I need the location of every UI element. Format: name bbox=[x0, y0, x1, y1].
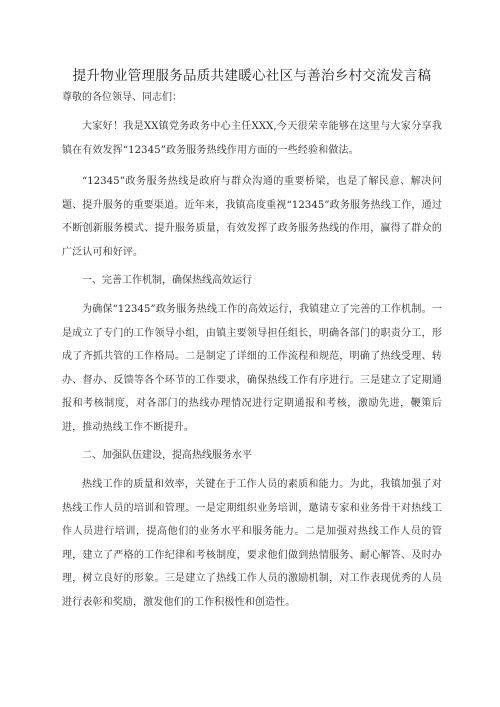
section-body-1: 为确保“12345”政务服务热线工作的高效运行，我镇建立了完善的工作机制。一是成立了专门的工作领导小组，由镇主要领导担任组长，明确各部门的职责分工，形成了齐抓共管的工作格局。二是制定了详细的工作流程和规范，明确了热线受理、转办、督办、反馈等各个环节的工作要求，确保热线工作有序进行。三是建立了定期通报和考核制度，对各部门的热线办理情况进行定期通报和考核，激励先进，鞭策后进，推动热线工作不断提升。 bbox=[62, 304, 442, 433]
section-heading-2: 二、加强队伍建设，提高热线服务水平 bbox=[82, 450, 252, 461]
intro-paragraph-2: “12345”政务服务热线是政府与群众沟通的重要桥梁，也是了解民意、解决问题、提升服务的重要渠道。近年来，我镇高度重视“12345”政务服务热线工作，通过不断创新服务模式、提升服务质量，有效发挥了政务服务热线的作用，赢得了群众的广泛认可和好评。 bbox=[62, 176, 442, 258]
document-title: 提升物业管理服务品质共建暖心社区与善治乡村交流发言稿 bbox=[72, 68, 432, 84]
section-heading-1: 一、完善工作机制，确保热线高效运行 bbox=[82, 275, 252, 286]
salutation: 尊敬的各位领导、同志们： bbox=[62, 92, 182, 103]
section-body-2: 热线工作的质量和效率，关键在于工作人员的素质和能力。为此，我镇加强了对热线工作人员的培训和管理。一是定期组织业务培训，邀请专家和业务骨干对热线工作人员进行培训，提高他们的业务水平和服务能力。二是加强对热线工作人员的管理，建立了严格的工作纪律和考核制度，要求他们做到热情服务、耐心解答、及时办理，树立良好的形象。三是建立了热线工作人员的激励机制，对工作表现优秀的人员进行表彰和奖励，激发他们的工作积极性和创造性。 bbox=[62, 479, 442, 608]
intro-paragraph-1: 大家好！我是XX镇党务政务中心主任XXX,今天很荣幸能够在这里与大家分享我镇在有效发挥“12345”政务服务热线作用方面的一些经验和做法。 bbox=[62, 121, 442, 156]
